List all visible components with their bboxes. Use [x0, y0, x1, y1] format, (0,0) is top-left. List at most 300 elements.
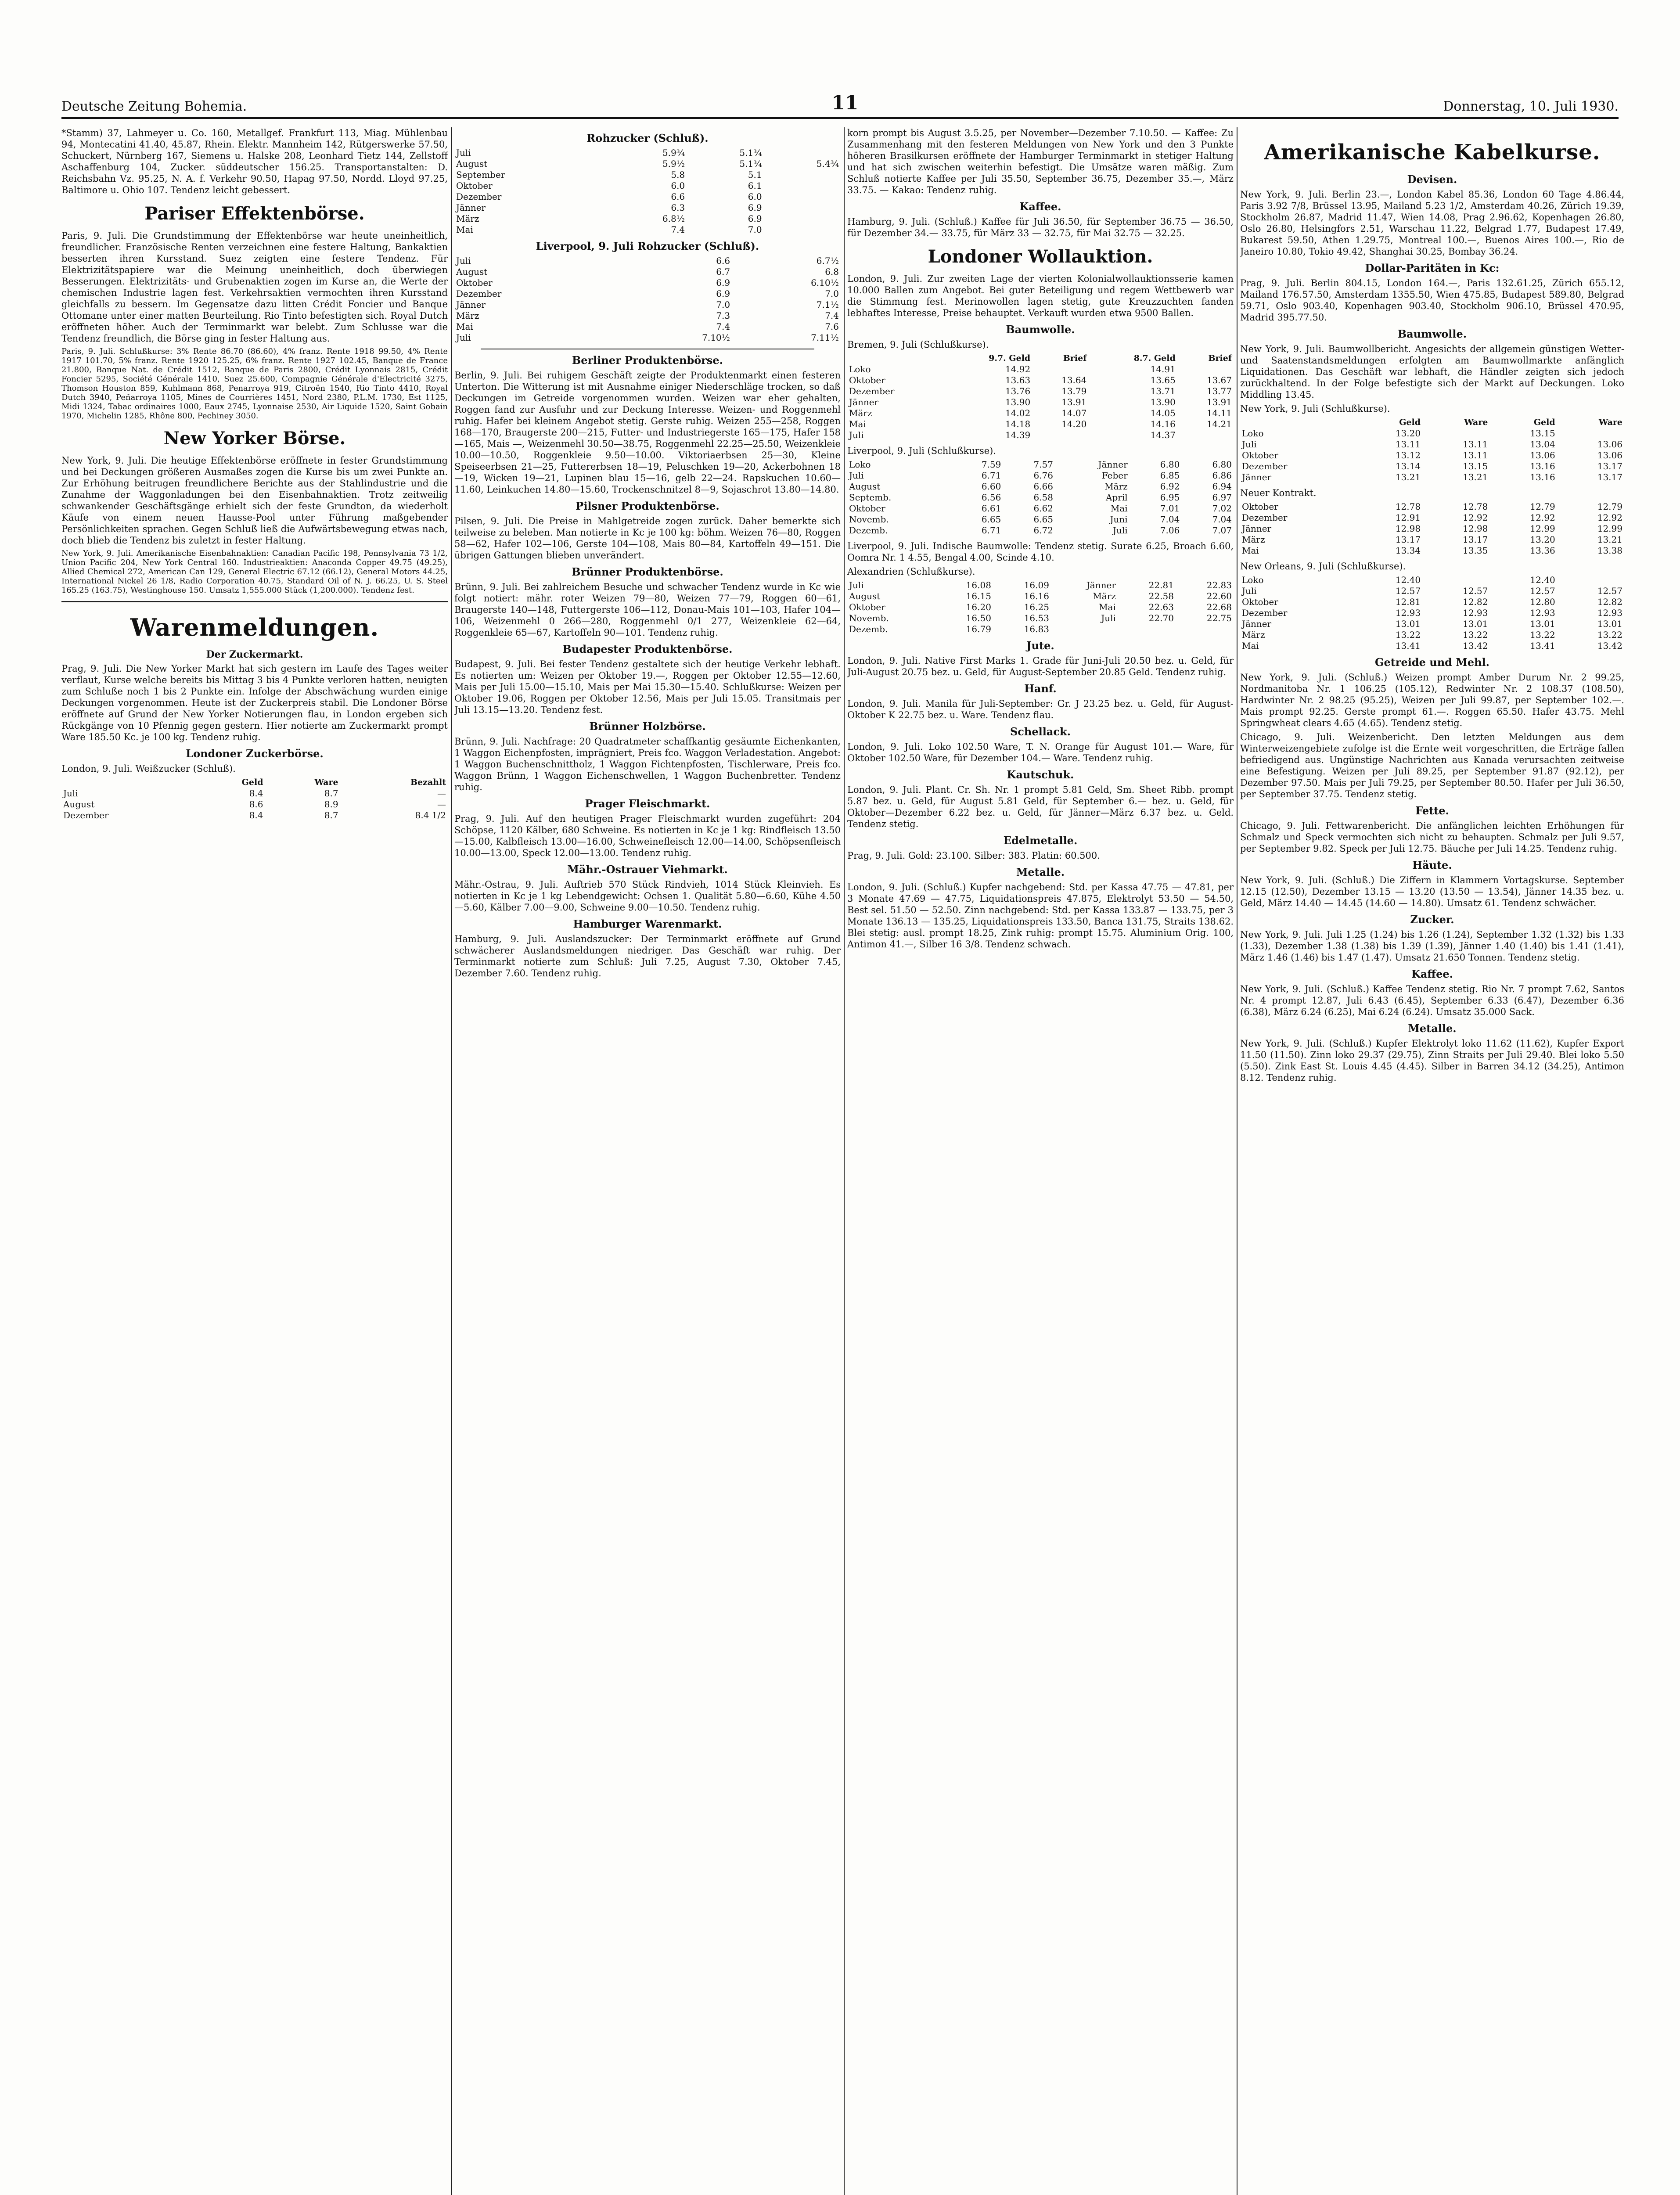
table-cell: Novemb. — [849, 514, 889, 525]
table-row — [847, 470, 1234, 481]
table-row — [847, 386, 1234, 397]
table-cell: 8.7 — [324, 788, 338, 799]
table-cell: 7.0 — [825, 288, 839, 299]
table-cell: 7.0 — [716, 299, 730, 310]
table-cell: 12.93 — [1463, 608, 1488, 618]
table-cell: 13.64 — [1061, 375, 1087, 385]
table-cell — [1176, 624, 1234, 635]
table-row — [454, 321, 841, 332]
table-cell: Oktober — [849, 503, 885, 514]
table-cell: 22.70 — [1148, 613, 1174, 623]
table-cell: 7.04 — [1160, 514, 1180, 525]
table-cell: 14.16 — [1150, 419, 1176, 429]
baumwolle-ny-report: New York, 9. Juli. Baumwollbericht. Angesichts der allgemein günstigen Wetter- und Saatenstandsmeldungen erfolgten am Baumwollmarkte anfänglich Liquidationen. Das Geschäft war lebhaft, die Händler zeigten sich jedoch zurückhaltend. In der Folge befestigte sich der Markt auf Deckungen. Loko Middling 13.45. — [1240, 344, 1624, 400]
table-row — [454, 148, 841, 158]
table-cell: 7.3 — [716, 310, 730, 321]
orleans-caption: New Orleans, 9. Juli (Schlußkurse). — [1240, 561, 1406, 572]
table-cell: 13.79 — [1061, 386, 1087, 396]
table-header: Brief — [1063, 353, 1087, 363]
table-row — [847, 514, 1234, 525]
table-cell: August — [849, 481, 881, 492]
table-cell: Novemb. — [849, 613, 889, 623]
orleans-table — [1240, 575, 1624, 651]
table-cell: Mai — [1099, 602, 1116, 612]
table-cell: 6.6 — [671, 191, 685, 202]
column-4 — [1240, 127, 1624, 2195]
table-cell: 6.76 — [1033, 470, 1053, 481]
table-cell: 13.01 — [1395, 619, 1421, 629]
table-header: 9.7. Geld — [989, 353, 1031, 363]
table-cell: 7.6 — [825, 321, 839, 332]
table-cell: 7.0 — [748, 224, 762, 235]
intro-text: *Stamm) 37, Lahmeyer u. Co. 160, Metallgef. Frankfurt 113, Miag. Mühlenbau 94, Montecatini 41.40, 45.87, Rhein. Elektr. Mannheim 142, Rütgerswerke 57.50, Schuckert, Nürnberg 167, Siemens u. Halske 208, Leonhard Tietz 144, Zellstoff Aschaffenburg 104, Zucker. süddeutscher 156.25. Transportanstalten: D. Reichsbahn Vz. 95.25, N. A. f. Verkehr 90.50, Hapag 97.50, Nordd. Lloyd 97.25, Baltimore u. Ohio 107. Tendenz leicht gebessert. — [61, 128, 448, 195]
table-cell: 12.93 — [1530, 608, 1555, 618]
table-cell: März — [456, 310, 479, 321]
table-cell: Oktober — [456, 180, 493, 191]
table-cell: 12.92 — [1530, 512, 1555, 523]
subtitle-budapest: Budapester Produktenbörse. — [562, 643, 733, 655]
ny-bw-table — [1240, 417, 1624, 483]
subtitle-edelmetalle: Edelmetalle. — [1003, 834, 1078, 847]
table-cell: Dezember — [456, 191, 502, 202]
table-cell: 14.05 — [1150, 408, 1176, 418]
column-3 — [847, 127, 1234, 2195]
table-cell: Dezember — [63, 810, 109, 820]
table-row — [454, 224, 841, 235]
table-cell: 12.82 — [1463, 597, 1488, 607]
table-cell: Mai — [1110, 503, 1128, 514]
table-cell: 8.7 — [324, 810, 338, 820]
table-cell: 7.4 — [671, 224, 685, 235]
table-cell: Juli — [849, 430, 864, 440]
table-row — [847, 580, 1234, 591]
table-cell: Jänner — [1086, 580, 1116, 590]
table-cell: August — [849, 591, 881, 601]
table-row — [61, 788, 448, 799]
table-cell: Dezember — [849, 386, 895, 396]
table-cell: 22.60 — [1206, 591, 1232, 601]
table-cell: 7.07 — [1212, 525, 1232, 536]
schellack-report: London, 9. Juli. Loko 102.50 Ware, T. N. Orange für August 101.— Ware, für Oktober 102.50 Ware, für Dezember 104.— Ware. Tendenz ruhig. — [847, 741, 1234, 763]
table-row — [847, 624, 1234, 635]
table-row — [454, 255, 841, 266]
table-cell — [764, 191, 841, 202]
table-cell: August — [456, 158, 488, 169]
table-cell: 6.71 — [981, 525, 1001, 536]
table-cell: 6.95 — [1160, 492, 1180, 503]
dollar-report: Prag, 9. Juli. Berlin 804.15, London 164.—, Paris 132.61.25, Zürich 655.12, Mailand 176.57.50, Amsterdam 1355.50, Wien 475.85, Budapest 589.80, Belgrad 59.71, Oslo 903.40, Kopenhagen 903.40, Stockholm 906.10, Brüssel 470.95, Madrid 395.77.50. — [1240, 278, 1624, 323]
hamburg-report: Hamburg, 9. Juli. Auslandszucker: Der Terminmarkt eröffnete auf Grund schwächerer Auslandsmeldungen niedriger. Das Geschäft war ruhig. Der Terminmarkt notierte zum Schluß: Juli 7.25, August 7.30, Oktober 7.45, Dezember 7.60. Tendenz ruhig. — [454, 934, 841, 979]
table-row — [847, 591, 1234, 602]
table-cell: 6.9 — [716, 288, 730, 299]
table-cell: Oktober — [1242, 450, 1278, 461]
subtitle-rohzucker: Rohzucker (Schluß). — [586, 132, 709, 144]
table-cell: 13.06 — [1530, 450, 1555, 461]
table-cell: Jänner — [456, 202, 486, 213]
neuer-kontrakt-caption: Neuer Kontrakt. — [1240, 488, 1317, 498]
table-cell: 13.35 — [1463, 545, 1488, 556]
table-cell: 6.61 — [981, 503, 1001, 514]
table-cell: 7.10½ — [702, 332, 730, 343]
table-cell: 16.09 — [1024, 580, 1049, 590]
table-cell: 13.41 — [1530, 641, 1555, 651]
liverpool-bw-table — [847, 459, 1234, 536]
table-cell: 6.66 — [1033, 481, 1053, 492]
hamburg-continued: korn prompt bis August 3.5.25, per November—Dezember 7.10.50. — Kaffee: Zu Zusammenhang mit den festeren Meldungen von New York und den 3 Punkte höheren Brasilkursen eröffnete der Hamburger Terminmarkt in stetiger Haltung und hat sich zwischen weiterhin befestigt. Die Umsätze waren mäßig. Zum Schluß notierte Kaffee per Juli 35.50, September 36.75, Dezember 35.—, März 33.75. — Kakao: Tendenz ruhig. — [847, 128, 1234, 195]
table-row — [847, 613, 1234, 624]
table-cell: 14.18 — [1005, 419, 1031, 429]
table-cell: 6.58 — [1033, 492, 1053, 503]
table-cell: 7.11½ — [811, 332, 839, 343]
table-row — [1240, 586, 1624, 597]
table-cell — [1032, 430, 1088, 441]
table-cell: 6.72 — [1033, 525, 1053, 536]
table-row — [847, 364, 1234, 375]
table-cell: 6.9 — [716, 277, 730, 288]
table-cell: 6.10½ — [811, 277, 839, 288]
subtitle-getreide: Getreide und Mehl. — [1374, 656, 1490, 669]
header-rule — [61, 117, 1619, 119]
kaffee-ny-report: New York, 9. Juli. (Schluß.) Kaffee Tendenz stetig. Rio Nr. 7 prompt 7.62, Santos Nr. 4 prompt 12.87, Juli 6.43 (6.45), September 6.33 (6.47), Dezember 6.36 (6.38), März 6.24 (6.25), Mai 6.24 (6.24). Umsatz 35.000 Sack. — [1240, 984, 1624, 1017]
table-cell: 6.94 — [1212, 481, 1232, 492]
subtitle-dollar: Dollar-Paritäten in Kc: — [1365, 262, 1500, 274]
table-row — [847, 492, 1234, 503]
subtitle-londoner-zucker: Londoner Zuckerbörse. — [186, 747, 324, 760]
zucker-report: Prag, 9. Juli. Die New Yorker Markt hat sich gestern im Laufe des Tages weiter verflaut, Kurse welche bereits bis Mittag 3 bis 4 Punkte verloren hatten, neuigten zum Schluße noch 1 bis 2 Punkte ein. Infolge der Abschwächung wurden einige Deckungen vorgenommen. Heute ist der Zuckerpreis stabil. Die Londoner Börse eröffnete auf Grund der New Yorker Notierungen flau, in London ergeben sich Rückgänge von 10 Pfennig gegen gestern. Hier notierte am Zuckermarkt prompt Ware 185.50 Kc. je 100 kg. Tendenz ruhig. — [61, 663, 448, 742]
subtitle-pilsen: Pilsner Produktenbörse. — [576, 500, 719, 512]
table-cell: 13.65 — [1150, 375, 1176, 385]
section-title-kabelkurse: Amerikanische Kabelkurse. — [1264, 140, 1601, 165]
table-cell: 16.08 — [966, 580, 991, 590]
bremen-caption: Bremen, 9. Juli (Schlußkurse). — [847, 339, 989, 350]
table-cell: 13.01 — [1597, 619, 1622, 629]
table-cell: 12.98 — [1395, 523, 1421, 534]
table-row — [847, 602, 1234, 613]
table-header — [61, 777, 196, 788]
table-cell: 8.4 1/2 — [415, 810, 446, 820]
chicago-report: Chicago, 9. Juli. Weizenbericht. Den letzten Meldungen aus dem Winterweizengebiete zufolge ist die Ernte weit vorgeschritten, die Erträge fallen befriedigend aus. Ungünstige Nachrichten aus Kanada verursachten zeitweise eine Befestigung. Weizen per Juli 89.25, per September 91.87 (92.12), per Dezember 97.50. Mais per Juli 79.25, per September 80.50. Hafer per Juli 36.50, per September 37.75. Tendenz stetig. — [1240, 732, 1624, 799]
table-cell: 12.93 — [1395, 608, 1421, 618]
table-cell: 13.91 — [1206, 397, 1232, 407]
table-cell: 13.67 — [1206, 375, 1232, 385]
table-header — [847, 353, 943, 364]
table-row — [1240, 534, 1624, 545]
masthead-date: Donnerstag, 10. Juli 1930. — [1443, 99, 1619, 114]
table-cell: 13.17 — [1395, 534, 1421, 545]
table-cell — [764, 180, 841, 191]
table-cell — [764, 224, 841, 235]
table-cell: Mai — [456, 224, 473, 235]
ostrau-report: Mähr.-Ostrau, 9. Juli. Auftrieb 570 Stück Rindvieh, 1014 Stück Kleinvieh. Es notierten in Kc je 1 kg Lebendgewicht: Ochsen 1. Qualität 5.80—6.60, Kühe 4.50—5.60, Kälber 7.00—9.00, Schweine 9.00—10.50. Tendenz ruhig. — [454, 879, 841, 913]
table-cell: 13.14 — [1395, 461, 1421, 471]
table-cell: 13.91 — [1061, 397, 1087, 407]
column-divider — [1237, 127, 1238, 2195]
table-row — [1240, 619, 1624, 630]
hanf-report: London, 9. Juli. Manila für Juli-September: Gr. J 23.25 bez. u. Geld, für August-Oktober K 22.75 bez. u. Ware. Tendenz flau. — [847, 698, 1234, 720]
table-cell: 12.91 — [1395, 512, 1421, 523]
table-cell: Juli — [849, 580, 864, 590]
table-cell: 13.22 — [1463, 630, 1488, 640]
table-cell: 13.76 — [1005, 386, 1031, 396]
subtitle-kaffee-ny: Kaffee. — [1411, 968, 1453, 980]
table-cell: Oktober — [1242, 501, 1278, 512]
table-cell — [1177, 364, 1234, 375]
table-cell: 6.65 — [981, 514, 1001, 525]
table-cell: Juli — [1101, 613, 1116, 623]
table-row — [847, 525, 1234, 536]
table-cell: Loko — [849, 459, 871, 470]
pilsen-report: Pilsen, 9. Juli. Die Preise in Mahlgetreide zogen zurück. Daher bemerkte sich teilweise zu beleben. Man notierte in Kc je 100 kg: böhm. Weizen 76—80, Roggen 58—62, Hafer 102—106, Gerste 104—108, Mais 80—84, Kartoffeln 49—151. Die übrigen Gattungen blieben unverändert. — [454, 516, 841, 561]
table-cell: März — [456, 213, 479, 224]
table-header: 8.7. Geld — [1133, 353, 1176, 363]
bruenn-report: Brünn, 9. Juli. Bei zahlreichem Besuche und schwacher Tendenz wurde in Kc wie folgt notiert: mähr. roter Weizen 79—80, Weizen 77—79, Roggen 60—61, Braugerste 140—148, Futtergerste 106—112, Donau-Mais 101—103, Hafer 104—106, Weizenmehl 0 266—280, Roggenmehl 0/1 277, Weizenkleie 62—64, Roggenkleie 65—67, Kartoffeln 90—101. Tendenz ruhig. — [454, 582, 841, 638]
ny-bw-caption: New York, 9. Juli (Schlußkurse). — [1240, 403, 1390, 414]
table-row — [847, 375, 1234, 386]
table-row — [1240, 439, 1624, 450]
table-row — [454, 277, 841, 288]
table-cell: 6.6 — [716, 255, 730, 266]
table-header: Ware — [314, 777, 338, 787]
table-header: Ware — [1598, 417, 1622, 427]
table-cell: Oktober — [849, 375, 885, 385]
table-cell: 5.1¾ — [739, 158, 762, 169]
table-cell: 12.40 — [1530, 575, 1555, 585]
indien-report: Liverpool, 9. Juli. Indische Baumwolle: Tendenz stetig. Surate 6.25, Broach 6.60, Oomra Nr. 1 4.55, Bengal 4.00, Scinde 4.10. — [847, 541, 1234, 563]
table-cell: 6.85 — [1160, 470, 1180, 481]
fleisch-report: Prag, 9. Juli. Auf den heutigen Prager Fleischmarkt wurden zugeführt: 204 Schöpse, 1120 Kälber, 680 Schweine. Es notierten in Kc je 1 kg: Rindfleisch 13.50—15.00, Kalbfleisch 13.00—16.00, Schweinefleisch 12.00—14.00, Schöpsenfleisch 10.00—13.00, Speck 12.00—13.00. Tendenz ruhig. — [454, 813, 841, 858]
table-row — [454, 202, 841, 213]
table-cell: 12.78 — [1395, 501, 1421, 512]
liverpool-rohzucker-table — [454, 255, 841, 343]
table-cell: 12.82 — [1597, 597, 1622, 607]
newyork-quotes: New York, 9. Juli. Amerikanische Eisenbahnaktien: Canadian Pacific 198, Pennsylvania 73 1/2, Union Pacific 204, New York Central 160. Industrieaktien: Anaconda Copper 49.75 (49.25), Allied Chemical 272, American Can 129, General Electric 67.12 (66.12), General Motors 44.25, International Nickel 26 1/8, Radio Corporation 40.75, Standard Oil of N. J. 66.25, U. S. Steel 165.25 (163.75), Westinghouse 150. Umsatz 1,555.000 Stück (1,200.000). Tendenz fest. — [61, 549, 448, 595]
table-cell: Jänner — [456, 299, 486, 310]
table-cell: 13.16 — [1530, 472, 1555, 482]
table-cell: 16.50 — [966, 613, 991, 623]
table-cell: März — [1242, 534, 1265, 545]
table-cell: 8.4 — [249, 788, 263, 799]
table-cell: 13.21 — [1395, 472, 1421, 482]
subtitle-fleischmarkt: Prager Fleischmarkt. — [585, 797, 710, 810]
table-cell: 12.92 — [1597, 512, 1622, 523]
table-cell: 13.41 — [1395, 641, 1421, 651]
table-cell: 13.20 — [1395, 428, 1421, 439]
table-header: Geld — [241, 777, 263, 787]
metalle-ny-report: New York, 9. Juli. (Schluß.) Kupfer Elektrolyt loko 11.62 (11.62), Kupfer Export 11.50 (11.50). Zinn loko 29.37 (29.75), Zinn Straits per Juli 29.40. Blei loko 5.50 (5.50). Zink East St. Louis 4.45 (4.45). Silber in Barren 34.12 (34.25), Antimon 8.12. Tendenz ruhig. — [1240, 1038, 1624, 1083]
table-cell: 14.11 — [1206, 408, 1232, 418]
section-title-newyork: New Yorker Börse. — [163, 428, 346, 449]
table-cell: 13.16 — [1530, 461, 1555, 471]
table-cell: 12.78 — [1463, 501, 1488, 512]
subtitle-zucker-ny: Zucker. — [1410, 913, 1454, 926]
table-cell: 13.21 — [1597, 534, 1622, 545]
subtitle-berlin: Berliner Produktenbörse. — [572, 354, 723, 367]
table-cell: Juli — [849, 470, 864, 481]
london-zucker-table — [61, 777, 448, 821]
table-cell: 6.8 — [825, 266, 839, 277]
table-cell: Juli — [1242, 586, 1257, 596]
table-cell: 12.93 — [1597, 608, 1622, 618]
table-cell: 13.11 — [1395, 439, 1421, 450]
table-cell: 6.7 — [716, 266, 730, 277]
columns — [61, 127, 1624, 2195]
table-cell: 6.0 — [748, 191, 762, 202]
table-row — [847, 481, 1234, 492]
subtitle-fette: Fette. — [1415, 804, 1449, 817]
section-title-paris: Pariser Effektenbörse. — [144, 203, 365, 224]
table-cell: 5.1¾ — [739, 148, 762, 158]
table-cell: 6.9 — [748, 202, 762, 213]
table-cell: 22.75 — [1206, 613, 1232, 623]
subtitle-hanf: Hanf. — [1024, 682, 1057, 695]
table-cell: Dezember — [1242, 608, 1288, 618]
table-cell: Jänner — [1242, 619, 1272, 629]
getreide-report: New York, 9. Juli. (Schluß.) Weizen prompt Amber Durum Nr. 2 99.25, Nordmanitoba Nr. 1 106.25 (105.12), Redwinter Nr. 2 108.37 (108.50), Hardwinter Nr. 2 98.25 (95.25), Weizen per Juli 99.87, per September 102.—. Mais prompt 92.25. Gerste prompt 61.—. Roggen 65.50. Hafer 43.75. Mehl Springwheat clears 4.65 (4.65). Tendenz stetig. — [1240, 672, 1624, 728]
table-cell: 13.77 — [1206, 386, 1232, 396]
table-cell: Dezemb. — [849, 525, 888, 536]
table-cell: 7.01 — [1160, 503, 1180, 514]
table-row — [1240, 461, 1624, 472]
table-cell: März — [1093, 591, 1116, 601]
table-cell: 6.60 — [981, 481, 1001, 492]
table-cell: 13.06 — [1597, 439, 1622, 450]
section-title-waren: Warenmeldungen. — [130, 613, 379, 641]
subtitle-holzboerse: Brünner Holzbörse. — [589, 720, 706, 733]
table-cell: Septemb. — [849, 492, 892, 503]
table-cell: August — [63, 799, 95, 810]
page-header — [61, 92, 1619, 114]
table-cell: 6.92 — [1160, 481, 1180, 492]
subtitle-metalle: Metalle. — [1016, 866, 1065, 878]
table-cell: Dezember — [1242, 512, 1288, 523]
table-row — [454, 310, 841, 321]
table-row — [1240, 472, 1624, 483]
table-cell: 13.12 — [1395, 450, 1421, 461]
table-cell — [1032, 364, 1088, 375]
devisen-report: New York, 9. Juli. Berlin 23.—, London Kabel 85.36, London 60 Tage 4.86.44, Paris 3.92 7/8, Brüssel 13.95, Mailand 5.23 1/2, Amsterdam 40.26, Zürich 19.39, Stockholm 26.87, Madrid 11.47, Wien 14.08, Prag 2.96.62, Kopenhagen 26.80, Oslo 26.80, Helsingfors 2.51, Warschau 11.22, Belgrad 1.77, Budapest 17.49, Bukarest 59.50, Athen 1.29.75, Montreal 100.—, Buenos Aires 100.—, Rio de Janeiro 10.80, Tokio 49.42, Shanghai 30.25, Bombay 36.24. — [1240, 189, 1624, 257]
liverpool-bw-caption: Liverpool, 9. Juli (Schlußkurse). — [847, 446, 996, 456]
table-cell: März — [1104, 481, 1128, 492]
table-cell: 22.83 — [1206, 580, 1232, 590]
table-row — [454, 213, 841, 224]
table-cell: 22.63 — [1148, 602, 1174, 612]
table-row — [847, 503, 1234, 514]
table-cell — [1557, 428, 1624, 439]
table-cell: 22.81 — [1148, 580, 1174, 590]
subtitle-zuckermarkt: Der Zuckermarkt. — [206, 649, 303, 660]
table-cell: 12.81 — [1395, 597, 1421, 607]
budapest-report: Budapest, 9. Juli. Bei fester Tendenz gestaltete sich der heutige Verkehr lebhaft. Es notierten um: Weizen per Oktober 19.—, Roggen per Oktober 12.55—12.60, Mais per Juli 15.00—15.10, Mais per Mai 15.30—15.40. Schlußkurse: Weizen per Oktober 19.06, Roggen per Oktober 12.56, Mais per Juli 15.05. Transitmais per Juli 13.15—13.20. Tendenz fest. — [454, 659, 841, 715]
table-cell: 13.38 — [1597, 545, 1622, 556]
subtitle-kautschuk: Kautschuk. — [1007, 768, 1074, 781]
table-cell: 13.01 — [1530, 619, 1555, 629]
metalle-report: London, 9. Juli. (Schluß.) Kupfer nachgebend: Std. per Kassa 47.75 — 47.81, per 3 Monate 47.69 — 47.75, Liquidationspreis 47.875, Elektrolyt 53.50 — 54.50, Best sel. 51.50 — 52.50. Zinn nachgebend: Std. per Kassa 133.87 — 133.75, per 3 Monate 136.13 — 135.25, Liquidationspreis 133.50, Banca 131.75, Straits 138.62. Blei stetig: ausl. prompt 18.25, Zink ruhig: prompt 15.75. Aluminium Orig. 100, Antimon 41.—, Silber 16 3/8. Tendenz schwach. — [847, 882, 1234, 950]
subtitle-ostrau: Mähr.-Ostrauer Viehmarkt. — [567, 863, 728, 876]
table-cell: Mai — [1242, 641, 1259, 651]
wolle-report: London, 9. Juli. Zur zweiten Lage der vierten Kolonialwollauktionsserie kamen 10.000 Ballen zum Angebot. Bei guter Beteiligung und regem Wettbewerb war die Stimmung fest. Merinowollen lagen stetig, gute Kreuzzuchten fanden lebhaftes Interesse, Preise behauptet. Verkauft wurden etwa 9500 Ballen. — [847, 273, 1234, 318]
table-cell: 12.57 — [1597, 586, 1622, 596]
table-header: Brief — [1208, 353, 1232, 363]
table-cell: 22.58 — [1148, 591, 1174, 601]
table-cell — [1177, 430, 1234, 441]
subtitle-hamburg: Hamburger Warenmarkt. — [573, 918, 722, 930]
table-cell: Oktober — [456, 277, 493, 288]
table-cell: 13.42 — [1597, 641, 1622, 651]
table-cell: Juli — [456, 255, 471, 266]
table-cell: März — [849, 408, 872, 418]
table-cell: 6.7½ — [816, 255, 839, 266]
table-cell: 12.79 — [1597, 501, 1622, 512]
table-cell — [1422, 428, 1489, 439]
kaffee-report: Hamburg, 9. Juli. (Schluß.) Kaffee für Juli 36.50, für September 36.75 — 36.50, für Dezember 34.— 33.75, für März 33 — 32.75, für Mai 32.75 — 32.25. — [847, 216, 1234, 238]
column-divider — [451, 127, 452, 2195]
table-cell — [764, 202, 841, 213]
table-cell: 12.57 — [1463, 586, 1488, 596]
table-cell: 6.9 — [748, 213, 762, 224]
table-cell: 13.17 — [1463, 534, 1488, 545]
table-row — [1240, 630, 1624, 641]
table-cell: 6.65 — [1033, 514, 1053, 525]
table-cell: 7.59 — [981, 459, 1001, 470]
table-cell: 6.56 — [981, 492, 1001, 503]
paris-quotes: Paris, 9. Juli. Schlußkurse: 3% Rente 86.70 (86.60), 4% franz. Rente 1918 99.50, 4% Rente 1917 101.70, 5% franz. Rente 1920 125.25, 6% franz. Rente 1927 102.45, Banque de France 21.800, Banque Nat. de Crédit 1512, Banque de Paris 2800, Crédit Lyonnais 2815, Crédit Foncier 5295, Société Générale 1410, Suez 25.600, Compagnie Générale d'Electricité 3275, Thomson Houston 859, Kuhlmann 868, Penarroya 919, Citroën 1540, Rio Tinto 4410, Royal Dutch 3940, Peñarroya 1105, Mines de Courrières 1451, Nord 2380, P.L.M. 1730, Est 1125, Midi 1324, Tabac ordinaires 1000, Eaux 2745, Lyonnaise 2530, Air Liquide 1520, Saint Gobain 1970, Michelin 1285, Rhône 800, Pechiney 3050. — [61, 347, 448, 421]
subtitle-schellack: Schellack. — [1010, 725, 1071, 738]
table-cell: September — [456, 169, 505, 180]
table-row — [847, 459, 1234, 470]
table-cell: Juli — [456, 332, 471, 343]
table-row — [1240, 641, 1624, 651]
table-row — [454, 266, 841, 277]
subtitle-kaffee: Kaffee. — [1019, 200, 1061, 213]
alexandrien-caption: Alexandrien (Schlußkurse). — [847, 566, 975, 577]
table-cell: 13.90 — [1150, 397, 1176, 407]
table-cell — [1557, 575, 1624, 586]
table-cell: 13.71 — [1150, 386, 1176, 396]
table-cell: Mai — [456, 321, 473, 332]
table-cell: 13.11 — [1463, 439, 1488, 450]
subtitle-devisen: Devisen. — [1407, 173, 1457, 186]
table-row — [454, 332, 841, 343]
table-cell: 16.79 — [966, 624, 991, 634]
table-row — [1240, 512, 1624, 523]
table-cell: 6.0 — [671, 180, 685, 191]
table-cell: 13.63 — [1005, 375, 1031, 385]
table-cell: 6.1 — [748, 180, 762, 191]
table-cell: 5.1 — [748, 169, 762, 180]
table-cell: 5.8 — [671, 169, 685, 180]
table-cell: 13.22 — [1395, 630, 1421, 640]
table-cell: 13.17 — [1597, 472, 1622, 482]
table-cell: Jänner — [1242, 523, 1272, 534]
table-row — [1240, 597, 1624, 608]
table-cell: 12.40 — [1395, 575, 1421, 585]
table-row — [1240, 428, 1624, 439]
table-row — [1240, 575, 1624, 586]
rohzucker-table — [454, 148, 841, 235]
table-cell: — — [437, 788, 446, 799]
table-cell: 12.57 — [1395, 586, 1421, 596]
table-cell — [764, 148, 841, 158]
alexandrien-table — [847, 580, 1234, 635]
table-cell: 6.71 — [981, 470, 1001, 481]
zucker-ny-report: New York, 9. Juli. Juli 1.25 (1.24) bis 1.26 (1.24), September 1.32 (1.32) bis 1.33 (1.33), Dezember 1.38 (1.38) bis 1.39 (1.39), Jänner 1.40 (1.40) bis 1.41 (1.41), März 1.46 (1.46) bis 1.47 (1.47). Umsatz 21.650 Tonnen. Tendenz stetig. — [1240, 929, 1624, 963]
neuer-kontrakt-table — [1240, 501, 1624, 556]
table-cell: 12.99 — [1597, 523, 1622, 534]
table-cell: 13.06 — [1597, 450, 1622, 461]
table-cell: 6.97 — [1212, 492, 1232, 503]
table-cell: 12.99 — [1530, 523, 1555, 534]
table-cell: 13.01 — [1463, 619, 1488, 629]
